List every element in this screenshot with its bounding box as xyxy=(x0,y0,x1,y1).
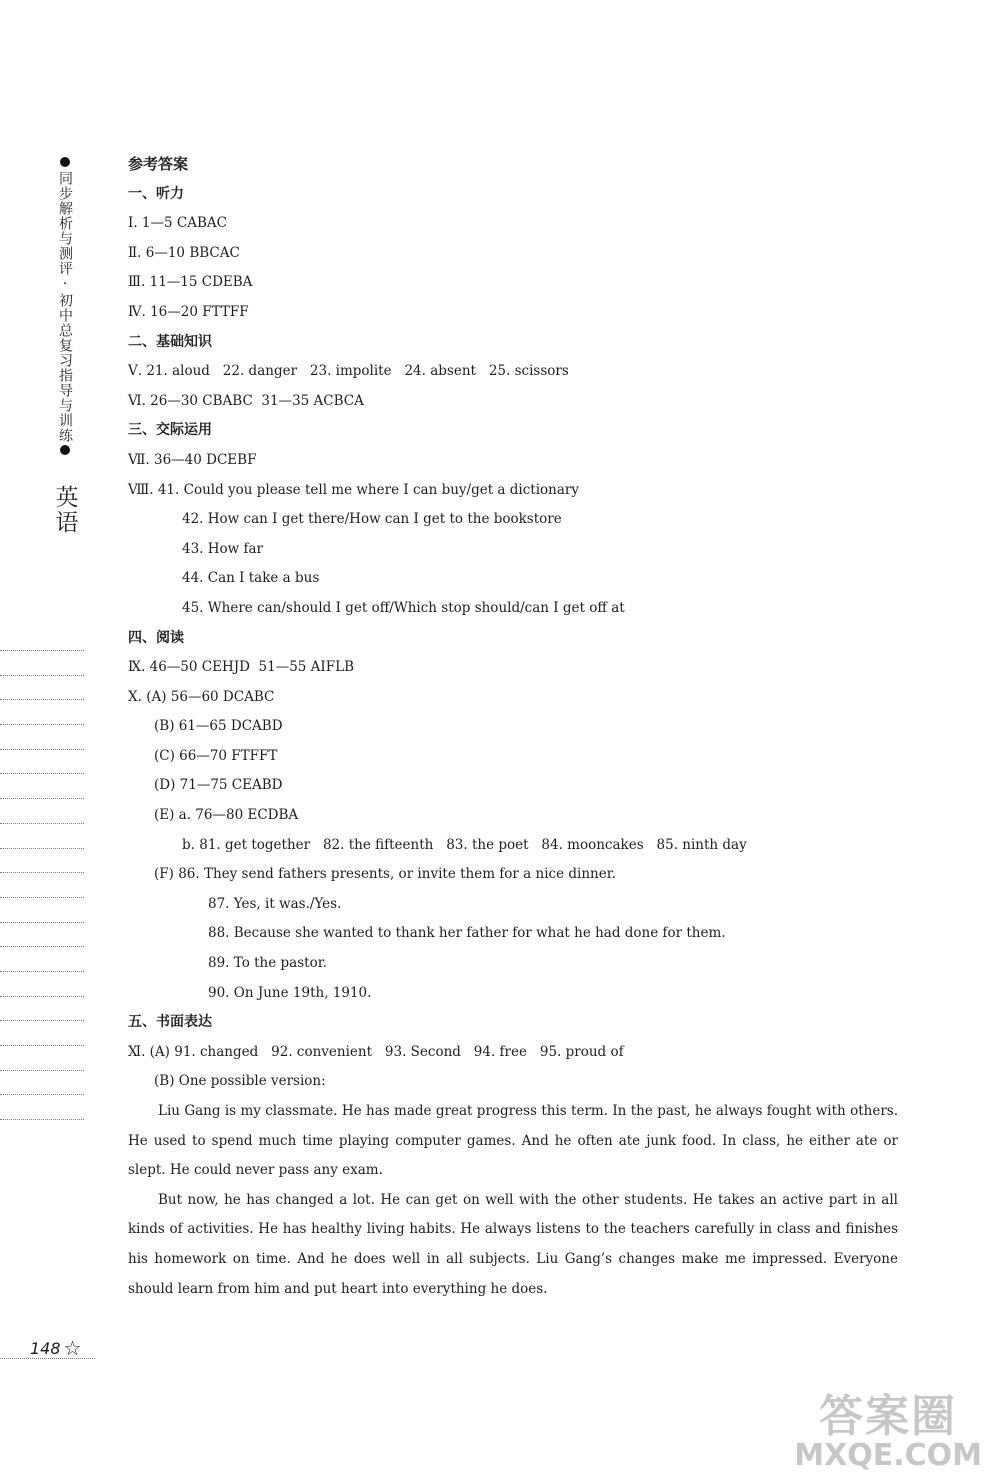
answer-line: Ⅷ. 41. Could you please tell me where I can buy/get a dictionary xyxy=(128,481,579,498)
section-heading: 五、书面表达 xyxy=(128,1014,212,1031)
answer-line: 89. To the pastor. xyxy=(208,955,327,972)
essay-paragraph: Liu Gang is my classmate. He has made great progress this term. In the past, he always fought with others. He used to spend much time playing computer games. And he often ate junk food. In class, he either ate or slept. He could never pass any exam. xyxy=(128,1103,898,1179)
answer-line: (C) 66—70 FTFFT xyxy=(154,747,278,764)
answer-line: Ⅲ. 11—15 CDEBA xyxy=(128,274,253,291)
sample-essay xyxy=(128,1097,898,1304)
answer-line: (E) a. 76—80 ECDBA xyxy=(154,807,299,824)
subject-label: 英语 xyxy=(51,485,78,535)
watermark-brand: 答案圈 xyxy=(819,1391,958,1442)
answer-line: 90. On June 19th, 1910. xyxy=(208,984,372,1001)
answer-line: Ⅵ. 26—30 CBABC 31—35 ACBCA xyxy=(128,392,364,409)
answer-line: Ⅸ. 46—50 CEHJD 51—55 AIFLB xyxy=(128,659,355,676)
answer-line: (B) 61—65 DCABD xyxy=(154,718,283,735)
answer-line: (B) One possible version: xyxy=(154,1073,326,1090)
answer-line: 45. Where can/should I get off/Which stop should/can I get off at xyxy=(182,599,625,616)
watermark-url: MXQE.COM xyxy=(794,1438,982,1473)
page-number: 148 xyxy=(30,1338,61,1358)
answer-line: 87. Yes, it was./Yes. xyxy=(208,895,342,912)
essay-paragraph: But now, he has changed a lot. He can get on well with the other students. He takes an active part in all kinds of activities. He has healthy living habits. He always listens to the teachers carefully in class and finishes his homework on time. And he does well in all subjects. Liu Gang’s changes make me impressed. Everyone should learn from him and put heart into everything he does. xyxy=(128,1191,898,1297)
series-title: 同步解析与测评·初中总复习指导与训练 xyxy=(57,171,73,443)
footer-rule xyxy=(0,1358,95,1359)
answer-line: 43. How far xyxy=(182,540,264,557)
answer-line: b. 81. get together 82. the fifteenth 83. the poet 84. mooncakes 85. ninth day xyxy=(182,836,747,853)
page-title: 参考答案 xyxy=(128,155,189,173)
section-heading: 一、听力 xyxy=(128,185,184,202)
answer-line: (F) 86. They send fathers presents, or invite them for a nice dinner. xyxy=(154,866,616,883)
side-banner xyxy=(50,155,80,535)
answer-line: Ⅴ. 21. aloud 22. danger 23. impolite 24. absent 25. scissors xyxy=(128,363,569,380)
bullet-dot-bottom xyxy=(60,445,70,455)
answer-line: Ⅰ. 1—5 CABAC xyxy=(128,215,227,232)
answer-line: Ⅶ. 36—40 DCEBF xyxy=(128,451,257,468)
answer-line: Ⅳ. 16—20 FTTFF xyxy=(128,303,249,320)
section-heading: 二、基础知识 xyxy=(128,333,212,350)
answer-line: Ⅱ. 6—10 BBCAC xyxy=(128,244,240,261)
answer-line: 42. How can I get there/How can I get to the bookstore xyxy=(182,511,562,528)
answer-line: (D) 71—75 CEABD xyxy=(154,777,283,794)
answer-line: 88. Because she wanted to thank her father for what he had done for them. xyxy=(208,925,726,942)
star-icon: ☆ xyxy=(63,1336,82,1360)
watermark xyxy=(794,1380,982,1473)
section-heading: 三、交际运用 xyxy=(128,422,212,439)
answer-line: Ⅺ. (A) 91. changed 92. convenient 93. Second 94. free 95. proud of xyxy=(128,1043,624,1060)
margin-note-lines xyxy=(0,650,84,1144)
answer-line: Ⅹ. (A) 56—60 DCABC xyxy=(128,688,275,705)
page-footer xyxy=(30,1336,81,1360)
answer-key xyxy=(128,150,898,1304)
answer-line: 44. Can I take a bus xyxy=(182,570,320,587)
section-heading: 四、阅读 xyxy=(128,629,184,646)
bullet-dot-top xyxy=(60,157,70,167)
